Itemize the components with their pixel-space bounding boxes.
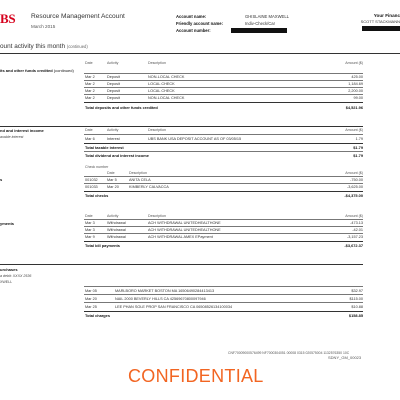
activity-title: ount activity this month (continued) (0, 43, 88, 50)
interest-heading: nd and interest income (0, 128, 44, 133)
checks-heading: s (0, 177, 3, 182)
ubs-logo: BS (0, 11, 16, 26)
col-activity: Activity (107, 61, 119, 65)
account-number-label: Account number: (176, 28, 211, 33)
redacted-account-number (231, 28, 287, 33)
bills-total: -$3,672.37 (344, 243, 363, 248)
checks-total-label: Total checks (85, 193, 109, 198)
col-date: Date (85, 61, 93, 65)
purchases-cardholder: XWELL (0, 280, 13, 284)
statement-date: March 2015 (31, 24, 56, 29)
confidential-stamp: CONFIDENTIAL (128, 366, 264, 386)
col-check-number: Check number (85, 165, 109, 169)
friendly-name-value: Indiv-Check/Car (245, 21, 276, 26)
deposits-heading: its and other funds credited (continued) (0, 68, 74, 73)
deposits-total: $4,521.96 (345, 105, 363, 110)
account-name-value: GHISLAINE MAXWELL (245, 14, 289, 19)
account-name-label: Account name: (176, 14, 207, 19)
col-amount: Amount ($) (345, 61, 363, 65)
purchases-total-label: Total charges (85, 313, 111, 318)
col-description: Description (148, 61, 166, 65)
bills-heading: yments (0, 221, 15, 226)
statement-page: BS Resource Management Account March 2015 Account name: GHISLAINE MAXWELL Friendly account name: Indiv-Check/Car Account number: Your Financ SCOTT STACKMANN ount activity this month (continued) Date Activity Description Amount ($) its and other funds credited (continued) Mar 2 Deposit NON-LOCAL CHECK 425.00 Mar 2 Deposit LOCAL CHECK 1,184.69 Mar 2 Deposit LOCAL CHECK 2,200.00 Mar 2 Deposit NON-LOCAL CHECK 99.00 Total deposits and other funds credited $4,521.96 nd and interest income Date Activity Description Amount ($) axable interest Mar 6 Interest UBS BANK USA DEPOSIT ACCOUNT AS OF 03/05/15 1.79 Total taxable interest $1.79 Total dividend and interest income $1.79 Check number Date Description Amount ($) s 001032 Mar 5 ANITA CELA -750.00 001033 Mar 20 KIMBERLY CALVACCA -3,625.00 Total checks -$4,375.00 Date Activity Description Amount ($) yments Mar 3 Withdrawal ACH WITHDRAWAL UNITEDHEALTHONE -473.13 Mar 3 Withdrawal ACH WITHDRAWAL UNITEDHEALTHONE -42.01 Mar 9 Withdrawal ACH WITHDRAWAL AMEX EPayment -3,157.23 Total bill payments -$3,672.37 urchases a debit: XXXX 2536 XWELL Mar 05 MARLBORO MARKET BOSTON MA 16506490284413413 $32.97 Mar 20 NAIL 2000 BEVERLY HILLS CA 42569670800097946 $115.00 Mar 25 LEE PHAN SOLE PROP SAN FRANCISCO CA 06508526134100034 $10.88 Total charges $158.85 CNF70009000576499 NF7000304051 00008 0315 020575004 1132576350 10C SDNY_GM_00023 CONFIDENTIAL (0, 11, 400, 386)
statement-title: Resource Management Account (31, 13, 125, 20)
interest-sub: axable interest (0, 135, 24, 139)
interest-total-label: Total dividend and interest income (85, 153, 149, 158)
purchases-heading: urchases (0, 267, 18, 272)
purchases-card: a debit: XXXX 2536 (0, 274, 32, 278)
redacted-advisor-info (362, 26, 400, 31)
bates-number: SDNY_GM_00023 (328, 355, 362, 360)
deposits-total-label: Total deposits and other funds credited (85, 105, 158, 110)
advisor-title: Your Financ (373, 13, 400, 18)
footer-codes: CNF70009000576499 NF7000304051 00008 0315 020575004 1132576350 10C (228, 351, 350, 355)
interest-total: $1.79 (353, 153, 363, 158)
friendly-name-label: Friendly account name: (176, 21, 224, 26)
taxable-interest-label: Total taxable interest (85, 145, 124, 150)
bills-total-label: Total bill payments (85, 243, 120, 248)
advisor-name: SCOTT STACKMANN (360, 19, 400, 24)
taxable-interest-total: $1.79 (353, 145, 363, 150)
purchases-total: $158.85 (348, 313, 363, 318)
checks-total: -$4,375.00 (344, 193, 363, 198)
